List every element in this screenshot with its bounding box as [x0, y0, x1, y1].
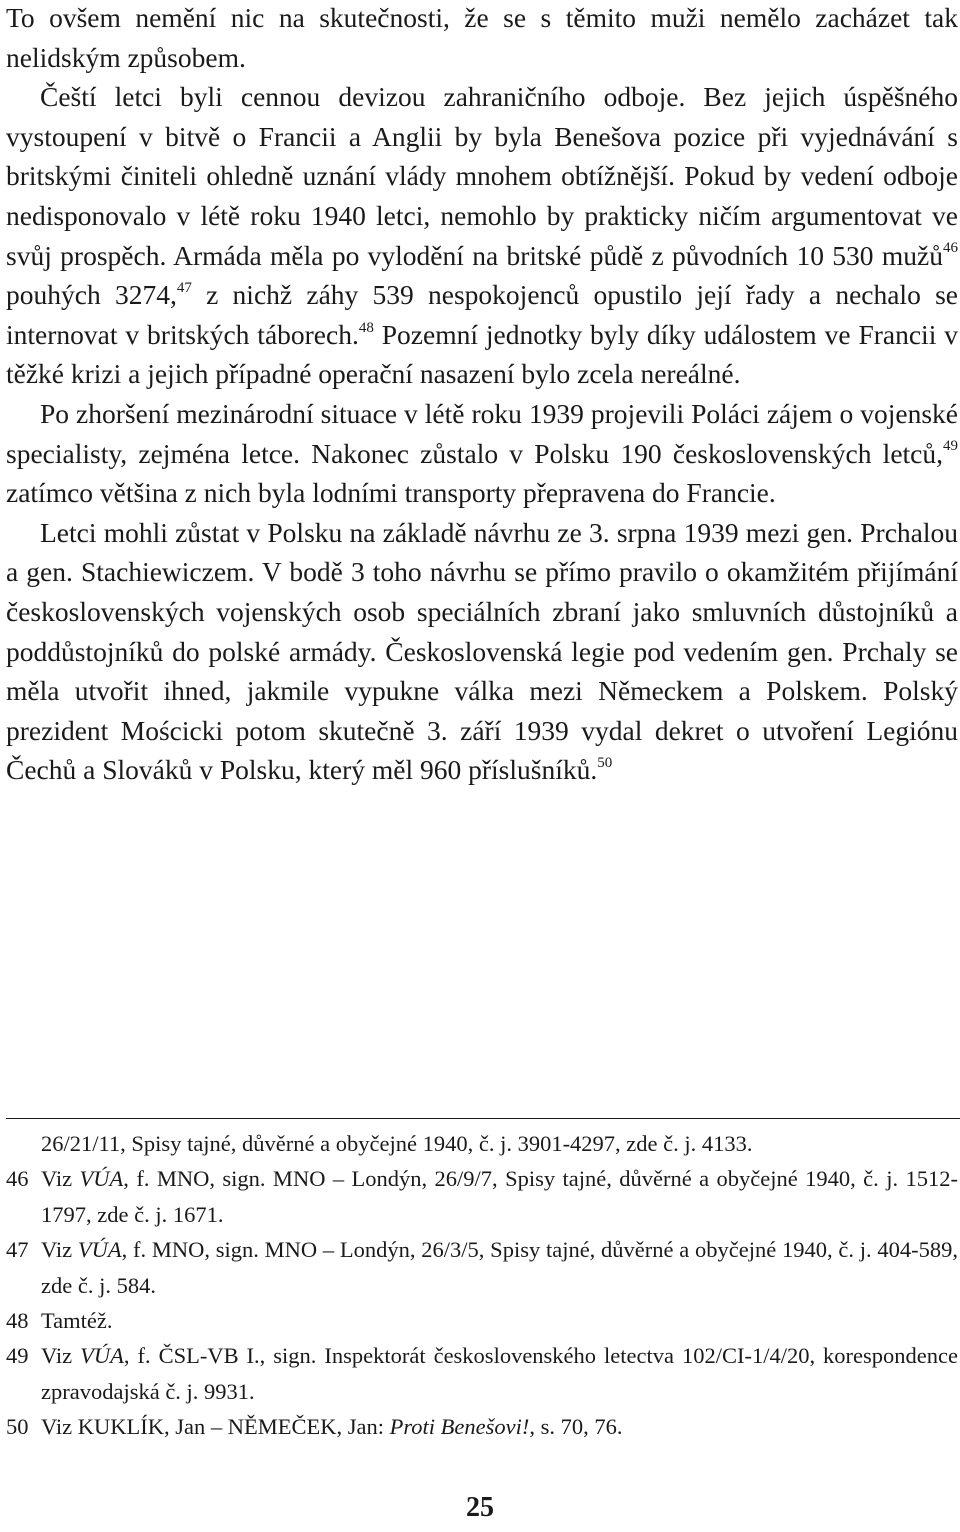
footnote-ref-50[interactable]: 50	[597, 755, 613, 772]
paragraph-4-text: Letci mohli zůstat v Polsku na základě návrhu ze 3. srpna 1939 mezi gen. Prchalou a gen. Stachiewiczem. V bodě 3 toho návrhu se přímo pravilo o okamžitém přijímání československých vojenských osob speciálních zbraní jako smluvních důstojníků a poddůstojníků do polské armády. Československá legie pod vedením gen. Prchaly se měla utvořit ihned, jakmile vypukne válka mezi Německem a Polskem. Polský prezident Mościcki potom skutečně 3. září 1939 vydal dekret o utvoření Legiónu Čechů a Slováků v Polsku, který měl 960 příslušníků.	[6, 516, 958, 786]
paragraph-3-text: zatímco většina z nich byla lodními transporty přepravena do Francie.	[6, 477, 776, 509]
paragraph-1	[6, 0, 958, 77]
paragraph-2-text: pouhých 3274,	[6, 279, 177, 311]
paragraph-1-text: To ovšem nemění nic na skutečnosti, že se s těmito muži nemělo zacházet tak nelidským způsobem.	[6, 2, 958, 73]
footnote-number: 47	[6, 1237, 29, 1263]
paragraph-2	[6, 77, 958, 394]
footnote-separator	[6, 1118, 960, 1119]
footnotes	[6, 1126, 958, 1445]
footnote-ref-47[interactable]: 47	[176, 280, 192, 296]
footnote-49	[6, 1338, 958, 1409]
main-text	[6, 0, 958, 790]
footnote-text: Viz VÚA, f. MNO, sign. MNO – Londýn, 26/3/5, Spisy tajné, důvěrné a obyčejné 1940, č. j. 404-589, zde č. j. 584.	[41, 1237, 958, 1298]
source-abbrev: VÚA	[80, 1343, 124, 1369]
footnote-number: 46	[6, 1166, 29, 1192]
footnote-47	[6, 1232, 958, 1303]
footnote-text: Viz VÚA, f. MNO, sign. MNO – Londýn, 26/9/7, Spisy tajné, důvěrné a obyčejné 1940, č. j. 1512-1797, zde č. j. 1671.	[41, 1166, 958, 1227]
footnote-number: 49	[6, 1343, 29, 1369]
paragraph-3	[6, 394, 958, 513]
paragraph-2-text: Pozemní jednotky byly díky událostem ve Francii v těžké krizi a jejich případné operační nasazení bylo zcela nereálné.	[6, 318, 958, 390]
footnote-46	[6, 1161, 958, 1232]
footnote-ref-48[interactable]: 48	[358, 319, 374, 336]
footnote-45-continued	[6, 1126, 958, 1161]
paragraph-2-text: Čeští letci byli cennou devizou zahraničního odboje. Bez jejich úspěšného vystoupení v bitvě o Francii a Anglii by byla Benešova pozice při vyjednávání s britskými činiteli ohledně uznání vlády mnohem obtížnější. Pokud by vedení odboje nedisponovalo v létě roku 1940 letci, nemohlo by prakticky ničím argumentovat ve svůj prospěch. Armáda měla po vylodění na britské půdě z původních 10 530 mužů	[6, 81, 958, 271]
footnote-ref-49[interactable]: 49	[943, 438, 958, 455]
footnote-50	[6, 1409, 958, 1444]
footnote-number: 48	[6, 1308, 29, 1334]
book-title: Proti Benešovi!	[389, 1414, 530, 1440]
footnote-text: Viz KUKLÍK, Jan – NĚMEČEK, Jan: Proti Benešovi!, s. 70, 76.	[41, 1414, 623, 1440]
footnote-48	[6, 1303, 958, 1338]
paragraph-2-text: z nichž záhy 539 nespokojenců opustilo její řady a nechalo se internovat v britských táborech.	[6, 279, 958, 350]
source-abbrev: VÚA	[77, 1237, 122, 1263]
page-number: 25	[466, 1492, 494, 1523]
paragraph-3-text: Po zhoršení mezinárodní situace v létě roku 1939 projevili Poláci zájem o vojenské specialisty, zejména letce. Nakonec zůstalo v Polsku 190 československých letců,	[6, 397, 958, 469]
source-abbrev: VÚA	[79, 1166, 124, 1192]
footnote-text: Tamtéž.	[41, 1308, 113, 1334]
footnote-text: Viz VÚA, f. ČSL-VB I., sign. Inspektorát československého letectva 102/CI-1/4/20, korespondence zpravodajská č. j. 9931.	[41, 1343, 958, 1404]
footnote-number: 50	[6, 1414, 29, 1440]
footnote-text: 26/21/11, Spisy tajné, důvěrné a obyčejné 1940, č. j. 3901-4297, zde č. j. 4133.	[41, 1131, 753, 1156]
footnote-ref-46[interactable]: 46	[943, 240, 958, 257]
paragraph-4	[6, 513, 958, 790]
